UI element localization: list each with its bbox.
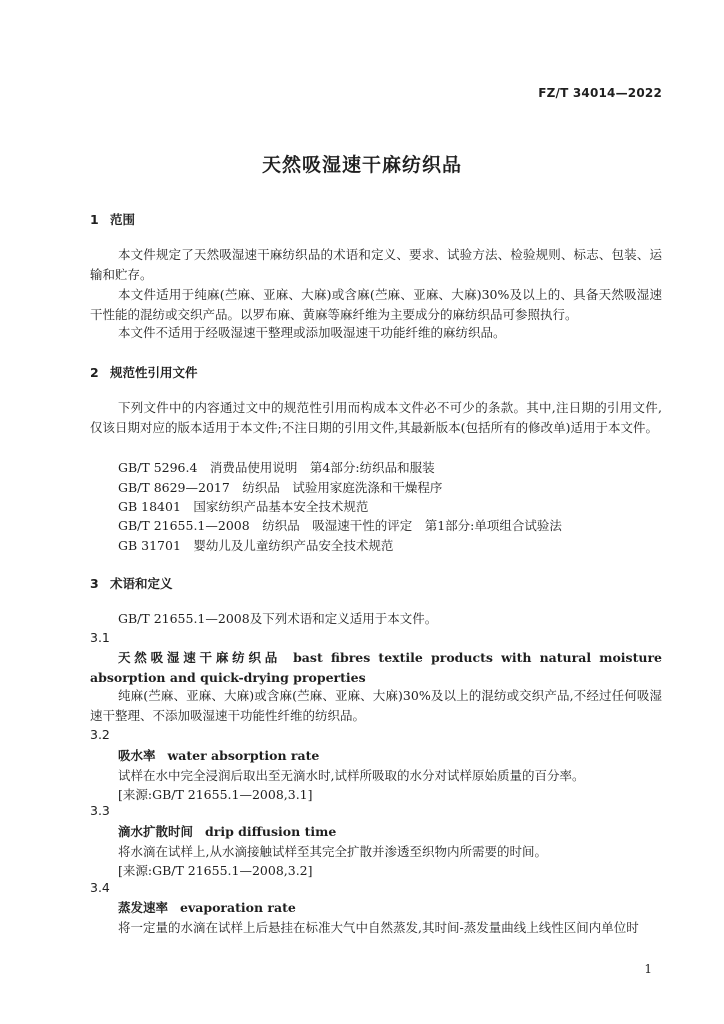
term-definition: 纯麻(苎麻、亚麻、大麻)或含麻(苎麻、亚麻、大麻)30%及以上的混纺或交织产品,不经过任何吸湿速干整理、不添加吸湿速干功能性纤维的纺织品。 bbox=[90, 688, 662, 723]
section-number: 2 bbox=[90, 365, 99, 380]
term-chinese: 滴水扩散时间 bbox=[118, 824, 194, 839]
document-title: 天然吸湿速干麻纺织品 bbox=[261, 154, 462, 176]
term-english: drip diffusion time bbox=[205, 824, 337, 839]
reference-item: GB/T 5296.4 消费品使用说明 第4部分:纺织品和服装 bbox=[118, 460, 435, 475]
term-source: [来源:GB/T 21655.1—2008,3.2] bbox=[118, 863, 313, 878]
standard-number: FZ/T 34014—2022 bbox=[538, 86, 662, 100]
term-english: evaporation rate bbox=[180, 900, 296, 915]
term-chinese: 蒸发速率 bbox=[118, 900, 169, 915]
reference-item: GB/T 21655.1—2008 纺织品 吸湿速干性的评定 第1部分:单项组合试验法 bbox=[118, 518, 562, 533]
section-title: 术语和定义 bbox=[110, 576, 173, 591]
term-source: [来源:GB/T 21655.1—2008,3.1] bbox=[118, 787, 313, 802]
reference-item: GB 18401 国家纺织产品基本安全技术规范 bbox=[118, 499, 369, 514]
scope-paragraph-1: 本文件规定了天然吸湿速干麻纺织品的术语和定义、要求、试验方法、检验规则、标志、包装、运输和贮存。 bbox=[90, 247, 662, 282]
term-english: bast fibres textile products with natural moisture absorption and quick-drying properties bbox=[90, 650, 662, 685]
scope-paragraph-3: 本文件不适用于经吸湿速干整理或添加吸湿速干功能纤维的麻纺织品。 bbox=[118, 325, 506, 340]
section-number: 3 bbox=[90, 576, 99, 591]
term-number: 3.4 bbox=[90, 880, 110, 895]
term-entry bbox=[90, 648, 662, 688]
term-definition: 将水滴在试样上,从水滴接触试样至其完全扩散并渗透至织物内所需要的时间。 bbox=[118, 844, 547, 859]
term-number: 3.1 bbox=[90, 630, 110, 645]
section-heading-normative bbox=[90, 363, 198, 381]
term-entry bbox=[118, 746, 319, 764]
term-definition: 将一定量的水滴在试样上后悬挂在标准大气中自然蒸发,其时间-蒸发量曲线上线性区间内单位时 bbox=[118, 920, 639, 935]
terms-intro: GB/T 21655.1—2008及下列术语和定义适用于本文件。 bbox=[118, 611, 438, 626]
section-number: 1 bbox=[90, 212, 99, 227]
reference-item: GB 31701 婴幼儿及儿童纺织产品安全技术规范 bbox=[118, 538, 394, 553]
term-entry bbox=[118, 898, 296, 916]
normative-intro: 下列文件中的内容通过文中的规范性引用而构成本文件必不可少的条款。其中,注日期的引用文件,仅该日期对应的版本适用于本文件;不注日期的引用文件,其最新版本(包括所有的修改单)适用于本文件。 bbox=[90, 400, 662, 435]
section-heading-terms bbox=[90, 574, 173, 592]
scope-paragraph-2: 本文件适用于纯麻(苎麻、亚麻、大麻)或含麻(苎麻、亚麻、大麻)30%及以上的、具备天然吸湿速干性能的混纺或交织产品。以罗布麻、黄麻等麻纤维为主要成分的麻纺织品可参照执行。 bbox=[90, 287, 662, 322]
term-definition: 试样在水中完全浸润后取出至无滴水时,试样所吸取的水分对试样原始质量的百分率。 bbox=[118, 768, 585, 783]
term-chinese: 天然吸湿速干麻纺织品 bbox=[118, 650, 282, 665]
page-number: 1 bbox=[644, 962, 652, 976]
section-title: 规范性引用文件 bbox=[110, 365, 198, 380]
section-title: 范围 bbox=[110, 212, 136, 227]
section-heading-scope bbox=[90, 210, 135, 228]
reference-item: GB/T 8629—2017 纺织品 试验用家庭洗涤和干燥程序 bbox=[118, 480, 443, 495]
term-english: water absorption rate bbox=[167, 748, 320, 763]
term-number: 3.2 bbox=[90, 727, 110, 742]
term-number: 3.3 bbox=[90, 803, 110, 818]
term-entry bbox=[118, 822, 336, 840]
term-chinese: 吸水率 bbox=[118, 748, 156, 763]
